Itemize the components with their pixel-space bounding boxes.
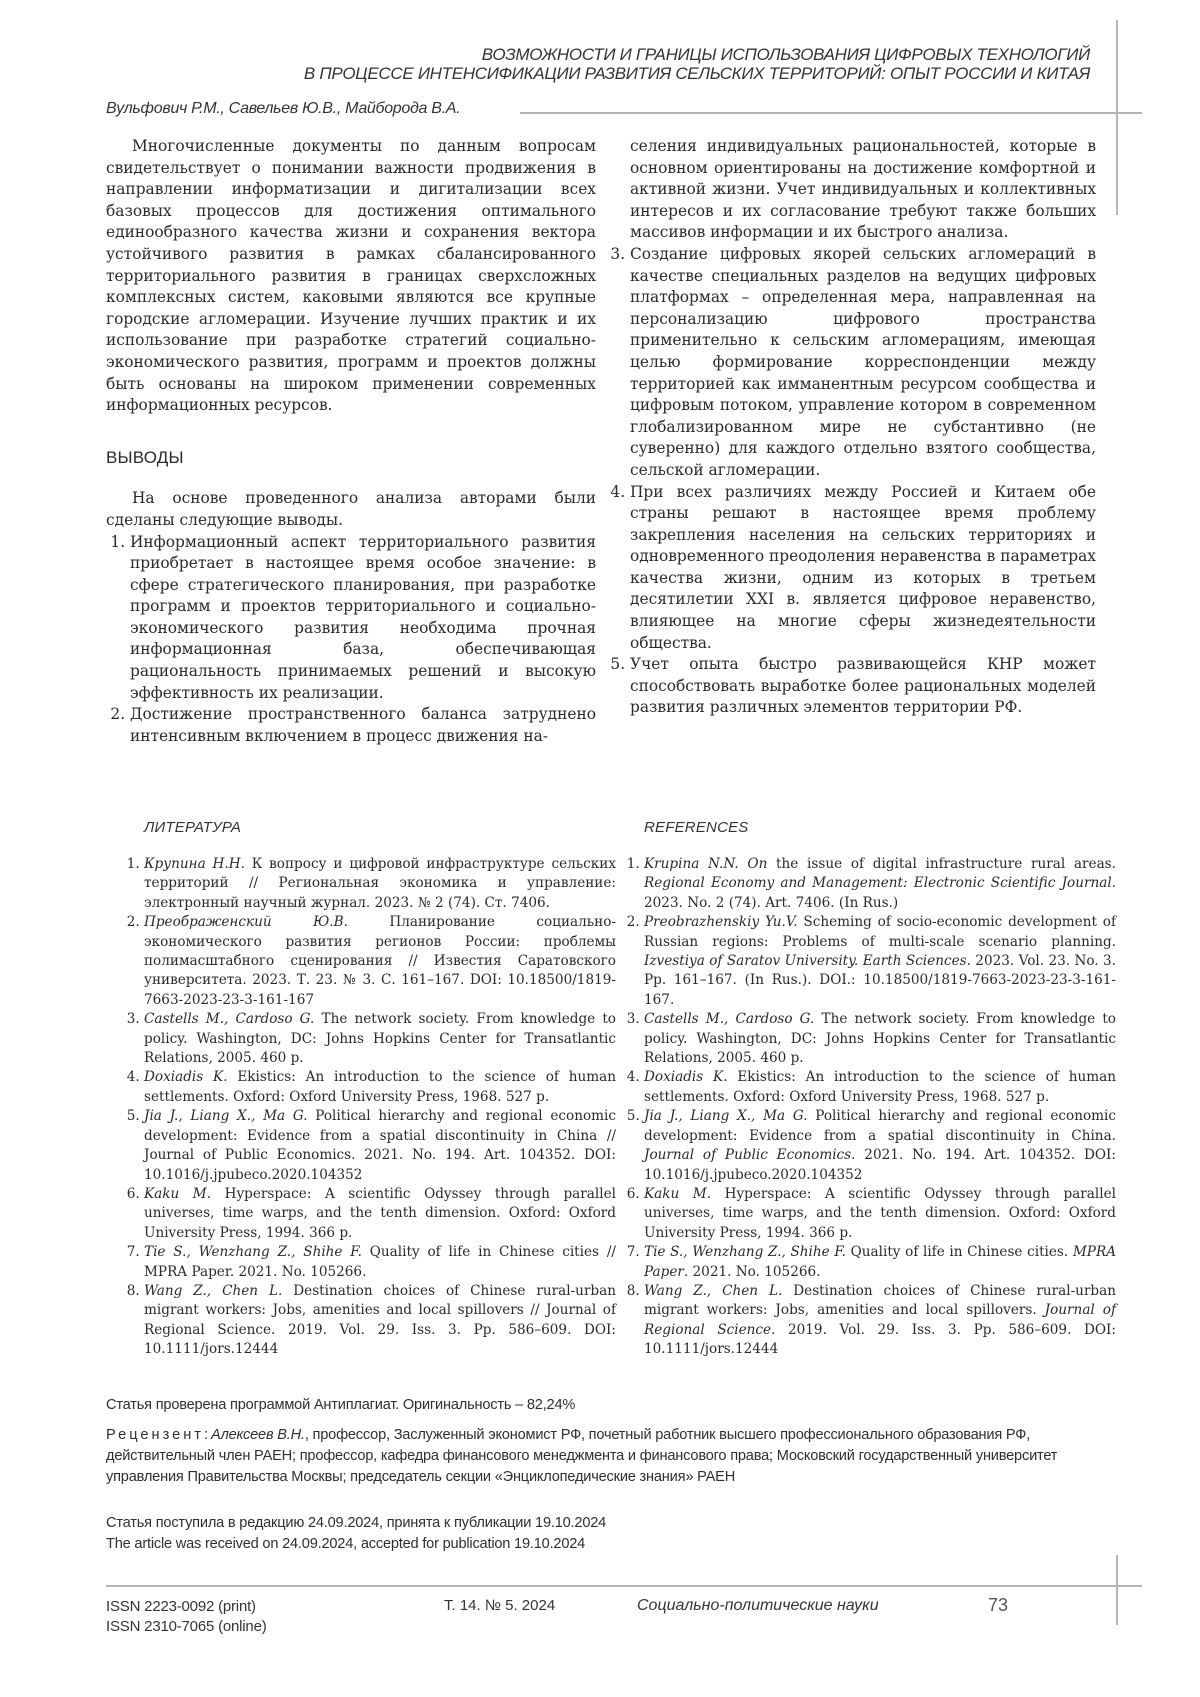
reference-text: The network society. From knowledge to policy. Washington, DC: Johns Hopkins Center for Transatlantic Relations, 2005. 460 p.: [144, 1011, 616, 1067]
dates-block: [106, 1513, 1106, 1555]
reference-item: [144, 855, 616, 913]
reference-journal: Journal of Regional Science: [644, 1302, 1116, 1338]
conclusion-item: 3. Создание цифровых якорей сельских агломераций в качестве специальных разделов на ведущих цифровых платформах – определенная мера, направленная на персонализацию цифрового пространства применительно к сельским агломерациям, имеющая целью формирование корреспонденции между территорией как имманентным ресурсом сообщества и цифровым потоком, управление котором в современном глобализированном мире не субстантивно (не суверенно) для каждого отдельно взятого сообщества, сельской агломерации.: [630, 244, 1096, 482]
reference-item: [644, 1107, 1116, 1185]
references-ru-title: ЛИТЕРАТУРА: [144, 819, 242, 836]
left-column: [106, 136, 596, 747]
page-number: 73: [988, 1595, 1009, 1615]
reference-author: Preobrazhenskiy Yu.V.: [644, 914, 798, 931]
reference-text: The network society. From knowledge to policy. Washington, DC: Johns Hopkins Center for Transatlantic Relations, 2005. 460 p.: [644, 1011, 1116, 1067]
reference-author: Крупина Н.Н.: [144, 856, 245, 872]
reference-text: Destination choices of Chinese rural-urban migrant workers: Jobs, amenities and local spillovers.: [644, 1282, 1116, 1319]
received-ru: Статья поступила в редакцию 24.09.2024, принята к публикации 19.10.2024: [106, 1515, 607, 1531]
right-column: [606, 136, 1096, 719]
conclusions-heading: ВЫВОДЫ: [106, 447, 184, 467]
reference-author: Tie S., Wenzhang Z., Shihe F.: [144, 1244, 362, 1261]
reference-journal: Izvestiya of Saratov University. Earth Sciences: [644, 953, 967, 970]
running-title: [304, 45, 1090, 83]
reference-author: Wang Z., Chen L.: [144, 1282, 283, 1299]
reference-item: [144, 1107, 616, 1185]
reference-item: [644, 1185, 1116, 1243]
reference-item: [644, 1010, 1116, 1068]
reference-journal: MPRA Paper: [644, 1244, 1117, 1280]
conclusions-intro: На основе проведенного анализа авторами были сделаны следующие выводы.: [106, 489, 596, 529]
reference-author: Doxiadis K.: [144, 1069, 228, 1086]
intro-paragraph: Многочисленные документы по данным вопросам свидетельствует о понимании важности продвижения в направлении информатизации и дигитализации всех базовых процессов для достижения оптимального единообразного качества жизни и сохранения вектора устойчивого развития в рамках сбалансированного территориального развития в границах сверхсложных комплексных систем, каковыми являются все крупные городские агломерации. Изучение лучших практик и их использование при разработке стратегий социально-экономического развития, программ и проектов должны быть основаны на широком применении современных информационных ресурсов.: [106, 137, 596, 415]
reference-journal: Journal of Public Economics: [644, 1147, 852, 1164]
reference-item: [144, 1068, 616, 1107]
received-en: The article was received on 24.09.2024, accepted for publication 19.10.2024: [106, 1536, 586, 1552]
reference-tail: . 2019. Vol. 29. Iss. 3. Pp. 586–609. DOI: 10.1111/jors.12444: [644, 1321, 1116, 1358]
reference-text: Ekistics: An introduction to the science of human settlements. Oxford: Oxford University Press, 1968. 527 p.: [144, 1069, 616, 1105]
horizontal-rule-footer: [106, 1585, 1142, 1587]
authors: Вульфович Р.М., Савельев Ю.В., Майборода В.А.: [106, 100, 461, 117]
reference-author: Krupina N.N. On: [644, 856, 768, 872]
reference-text: Scheming of socio-economic development of Russian regions: Problems of multi-scale scenario planning.: [644, 914, 1116, 950]
reference-item: [144, 1010, 616, 1068]
reference-author: Wang Z., Chen L.: [644, 1282, 783, 1299]
reference-item: [144, 913, 616, 1010]
footer-issn: [106, 1597, 267, 1637]
references-en-title: REFERENCES: [644, 819, 749, 836]
reviewer-details: , профессор, Заслуженный экономист РФ, почетный работник высшего профессионального образования РФ, действительный член РАЕН; профессор, кафедра финансового менеджмента и финансового права; Московский государственный университет управления Правительства Москвы; председатель секции «Энциклопедические знания» РАЕН: [106, 1427, 1058, 1485]
reference-text: the issue of digital infrastructure rural areas.: [767, 856, 1116, 872]
footer-volume-issue: Т. 14. № 5. 2024: [444, 1597, 556, 1614]
vertical-rule-footer: [1116, 1555, 1118, 1625]
reference-author: Doxiadis K.: [644, 1069, 728, 1086]
running-title-line-2: В ПРОЦЕССЕ ИНТЕНСИФИКАЦИИ РАЗВИТИЯ СЕЛЬСКИХ ТЕРРИТОРИЙ: ОПЫТ РОССИИ И КИТАЯ: [303, 64, 1090, 83]
reviewer-label: Рецензент:: [106, 1427, 212, 1443]
horizontal-rule-author: [520, 112, 1142, 114]
issn-print: ISSN 2223-0092 (print): [106, 1598, 256, 1615]
references-en-list: [622, 855, 1116, 1360]
reference-author: Преображенский Ю.В.: [144, 914, 348, 931]
reference-tail: . 2021. No. 194. Art. 104352. DOI: 10.1016/j.jpubeco.2020.104352: [644, 1147, 1117, 1183]
reviewer-name: Алексеев В.Н.: [211, 1427, 305, 1443]
reference-text: Hyperspace: A scientific Odyssey through parallel universes, time warps, and the tenth dimension. Oxford: Oxford University Press, 1994. 366 p.: [144, 1185, 616, 1241]
reference-text: Destination choices of Chinese rural-urban migrant workers: Jobs, amenities and local spillovers // Journal of Regional Science. 2019. Vol. 29. Iss. 3. Pp. 586–609. DOI: 10.1111/jors.12444: [144, 1282, 616, 1358]
reference-journal: Regional Economy and Management: Electronic Scientific Journal: [644, 875, 1112, 892]
reference-item: [644, 913, 1116, 1010]
reference-text: Hyperspace: A scientific Odyssey through parallel universes, time warps, and the tenth dimension. Oxford: Oxford University Press, 1994. 366 p.: [644, 1185, 1116, 1241]
reference-author: Castells M., Cardoso G.: [144, 1011, 315, 1028]
reference-text: Планирование социально-экономического развития регионов России: проблемы полимасштабного сценирования // Известия Саратовского университета. 2023. Т. 23. № 3. С. 161–167. DOI: 10.18500/1819-7663-2023-23-3-161-167: [144, 914, 616, 1008]
vertical-rule-header-lower: [1116, 145, 1118, 215]
issn-online: ISSN 2310-7065 (online): [106, 1618, 267, 1635]
conclusion-2-continued: селения индивидуальных рациональностей, которые в основном ориентированы на достижение комфортной и активной жизни. Учет индивидуальных и коллективных интересов и их согласование требуют также больших массивов информации и их быстрого анализа.: [630, 137, 1096, 242]
reference-item: [644, 855, 1116, 913]
references-ru-list: [122, 855, 616, 1360]
reference-tail: . 2023. Vol. 23. No. 3. Pp. 161–167. (In Rus.). DOI.: 10.18500/1819-7663-2023-23-3-161-167.: [644, 953, 1116, 1008]
reference-text: Quality of life in Chinese cities // MPRA Paper. 2021. No. 105266.: [144, 1244, 616, 1280]
reference-author: Tie S., Wenzhang Z., Shihe F.: [644, 1244, 846, 1261]
reviewer-block: [106, 1425, 1106, 1488]
reference-author: Kaku M.: [644, 1185, 712, 1202]
conclusion-item: 2. Достижение пространственного баланса затруднено интенсивным включением в процесс движения на-: [130, 704, 596, 747]
reference-item: [644, 1068, 1116, 1107]
footer-journal-section: Социально-политические науки: [637, 1597, 879, 1614]
reference-tail: . 2023. No. 2 (74). Art. 7406. (In Rus.): [644, 875, 1116, 911]
reference-item: [144, 1185, 616, 1243]
reference-text: К вопросу и цифровой инфраструктуре сельских территорий // Региональная экономика и управление: электронный научный журнал. 2023. № 2 (74). Ст. 7406.: [144, 856, 616, 911]
reference-item: [644, 1282, 1116, 1360]
running-title-line-1: ВОЗМОЖНОСТИ И ГРАНИЦЫ ИСПОЛЬЗОВАНИЯ ЦИФРОВЫХ ТЕХНОЛОГИЙ: [481, 45, 1090, 64]
reference-author: Jia J., Liang X., Ma G.: [144, 1108, 308, 1125]
reference-author: Jia J., Liang X., Ma G.: [644, 1108, 808, 1125]
reference-text: Political hierarchy and regional economic development: Evidence from a spatial discontinuity in China.: [644, 1108, 1116, 1144]
conclusions-list-left: [106, 532, 596, 748]
conclusions-list-right: [606, 244, 1096, 719]
reference-author: Kaku M.: [144, 1185, 212, 1202]
reference-item: [144, 1243, 616, 1282]
reference-text: Quality of life in Chinese cities.: [846, 1244, 1073, 1261]
conclusion-item: 5. Учет опыта быстро развивающейся КНР может способствовать выработке более рациональных моделей развития различных элементов территории РФ.: [630, 654, 1096, 719]
plagiarism-check: Статья проверена программой Антиплагиат. Оригинальность – 82,24%: [106, 1397, 576, 1413]
reference-item: [644, 1243, 1116, 1282]
reference-author: Castells M., Cardoso G.: [644, 1011, 815, 1028]
vertical-rule-header: [1116, 20, 1118, 145]
conclusion-item: 1. Информационный аспект территориального развития приобретает в настоящее время особое значение: в сфере стратегического планирования, при разработке программ и проектов территориального и социально-экономического развития необходима прочная информационная база, обеспечивающая рациональность принимаемых решений и высокую эффективность их реализации.: [130, 532, 596, 705]
reference-text: Ekistics: An introduction to the science of human settlements. Oxford: Oxford University Press, 1968. 527 p.: [644, 1069, 1116, 1105]
reference-text: Political hierarchy and regional economic development: Evidence from a spatial discontinuity in China // Journal of Public Economics. 2021. No. 194. Art. 104352. DOI: 10.1016/j.jpubeco.2020.104352: [144, 1108, 616, 1183]
conclusion-item: 4. При всех различиях между Россией и Китаем обе страны решают в настоящее время проблему закрепления населения на сельских территориях и одновременного преодоления неравенства в параметрах качества жизни, одним из которых в третьем десятилетии XXI в. является цифровое неравенство, влияющее на многие сферы жизнедеятельности общества.: [630, 482, 1096, 655]
reference-tail: . 2021. No. 105266.: [683, 1263, 821, 1280]
reference-item: [144, 1282, 616, 1360]
